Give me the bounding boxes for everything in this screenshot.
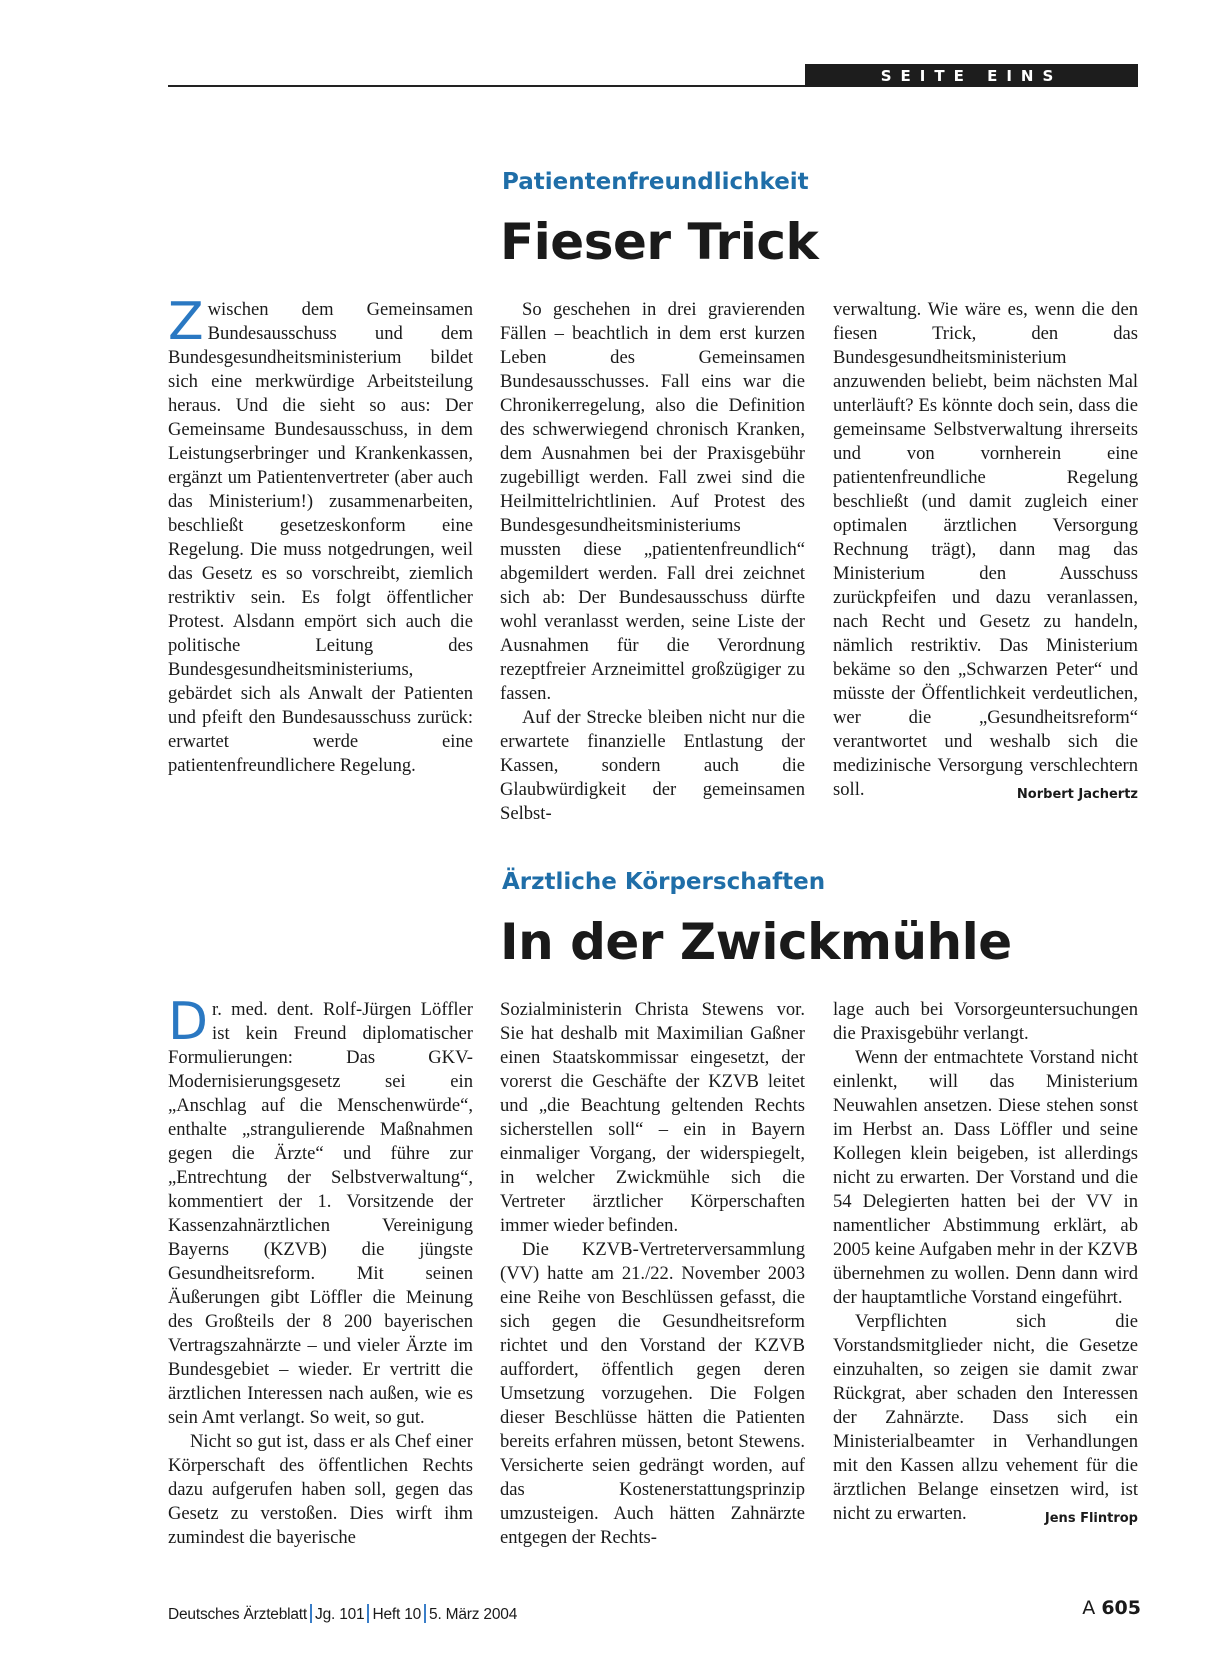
- footer-separator: [424, 1604, 426, 1623]
- article1-kicker: Patientenfreundlichkeit: [502, 169, 809, 195]
- footer-volume: Jg. 101: [315, 1606, 365, 1623]
- article1-column-3: [833, 298, 1138, 807]
- article1-headline: Fieser Trick: [500, 213, 819, 271]
- article2-paragraph: Dr. med. dent. Rolf-Jürgen Löffler ist kein Freund diplomatischer Formulierungen: Das GKV-Modernisierungsgesetz sei ein „Anschlag auf die Menschenwürde“, enthalte „strangulierende Maßnahmen gegen die Ärzte“ und führe zur „Entrechtung der Selbstverwaltung“, kommentiert der 1. Vorsitzende der Kassenzahnärztlichen Vereinigung Bayerns (KZVB) die jüngste Gesundheitsreform. Mit seinen Äußerungen gibt Löffler die Meinung des Großteils der 8 200 bayerischen Vertragszahnärzte – und vieler Ärzte im Bundesgebiet – wieder. Er vertritt die ärztlichen Interessen nach außen, wie es sein Amt verlangt. So weit, so gut.: [168, 992, 473, 1428]
- article1-column-1: [168, 292, 473, 778]
- article1-dropcap: Z: [168, 292, 204, 352]
- article2-paragraph: Wenn der entmachtete Vorstand nicht einlenkt, will das Ministerium Neuwahlen ansetzen. Diese stehen sonst im Herbst an. Dass Löffler und seine Kollegen klein beigeben, ist allerdings nicht zu erwarten. Der Vorstand und die 54 Delegierten hatten bei der VV in namentlicher Abstimmung erklärt, ab 2005 keine Aufgaben mehr in der KZVB übernehmen zu wollen. Denn dann wird der hauptamtliche Vorstand eingeführt.: [833, 1047, 1138, 1308]
- footer-journal: Deutsches Ärzteblatt: [168, 1606, 308, 1623]
- footer-date: 5. März 2004: [429, 1606, 518, 1623]
- page-prefix: A: [1082, 1597, 1096, 1619]
- article2-paragraph: Die KZVB-Vertreterversammlung (VV) hatte am 21./22. November 2003 eine Reihe von Beschlüssen gefasst, die sich gegen die Gesundheitsreform richtet und den Vorstand der KZVB auffordert, öffentlich gegen deren Umsetzung vorzugehen. Die Folgen dieser Beschlüsse hätten die Patienten bereits erfahren müssen, betont Stewens. Versicherte seien gedrängt worden, auf das Kostenerstattungsprinzip umzusteigen. Auch hätten Zahnärzte entgegen der Rechts-: [500, 1239, 805, 1548]
- article2-column-2: [500, 998, 805, 1550]
- footer-issue: Heft 10: [372, 1606, 422, 1623]
- article2-dropcap: D: [168, 992, 209, 1052]
- article2-paragraph: lage auch bei Vorsorgeuntersuchungen die Praxisgebühr verlangt.: [833, 999, 1138, 1044]
- article1-paragraph: Zwischen dem Gemeinsamen Bundesausschuss und dem Bundesgesundheitsministerium bildet sich eine merkwürdige Arbeitsteilung heraus. Und die sieht so aus: Der Gemeinsame Bundesausschuss, in dem Leistungserbringer und Krankenkassen, ergänzt um Patientenvertreter (aber auch das Ministerium!) zusammenarbeiten, beschließt gesetzeskonform eine Regelung. Die muss notgedrungen, weil das Gesetz es so vorschreibt, ziemlich restriktiv sein. Es folgt öffentlicher Protest. Alsdann empört sich auch die politische Leitung des Bundesgesundheitsministeriums, gebärdet sich als Anwalt der Patienten und pfeift den Bundesausschuss zurück: erwartet werde eine patientenfreundlichere Regelung.: [168, 292, 473, 776]
- article2-column-3: [833, 998, 1138, 1531]
- page-number-value: 605: [1101, 1597, 1141, 1619]
- page-number: [1082, 1597, 1141, 1619]
- footer-citation: [168, 1604, 517, 1624]
- article2-headline: In der Zwickmühle: [500, 913, 1012, 971]
- article1-author: Norbert Jachertz: [1016, 787, 1138, 802]
- article2-paragraph: Nicht so gut ist, dass er als Chef einer Körperschaft des öffentlichen Rechts dazu aufgerufen haben soll, gegen das Gesetz zu verstoßen. Dies wirft ihm zumindest die bayerische: [168, 1431, 473, 1548]
- footer-separator: [367, 1604, 369, 1623]
- article2-author: Jens Flintrop: [1044, 1511, 1138, 1526]
- article1-paragraph: So geschehen in drei gravierenden Fällen – beachtlich in dem erst kurzen Leben des Gemeinsamen Bundesausschusses. Fall eins war die Chronikerregelung, also die Definition des schwerwiegend chronisch Kranken, dem Ausnahmen bei der Praxisgebühr zugebilligt werden. Fall zwei sind die Heilmittelrichtlinien. Auf Protest des Bundesgesundheitsministeriums mussten diese „patientenfreundlich“ abgemildert werden. Fall drei zeichnet sich ab: Der Bundesausschuss dürfte wohl veranlasst werden, seine Liste der Ausnahmen für die Verordnung rezeptfreier Arzneimittel großzügiger zu fassen.: [500, 299, 805, 704]
- article2-paragraph: Verpflichten sich die Vorstandsmitglieder nicht, die Gesetze einzuhalten, so zeigen sie damit zwar Rückgrat, aber schaden den Interessen der Zahnärzte. Dass sich ein Ministerialbeamter in Verhandlungen mit den Kassen allzu vehement für die ärztlichen Belange einsetzen wird, ist nicht zu erwarten. Jens Flintrop: [833, 1310, 1138, 1526]
- article2-kicker: Ärztliche Körperschaften: [502, 869, 826, 895]
- article1-paragraph: Auf der Strecke bleiben nicht nur die erwartete finanzielle Entlastung der Kassen, sondern auch die Glaubwürdigkeit der gemeinsamen Selbst-: [500, 707, 805, 824]
- section-label: SEITE EINS: [805, 64, 1138, 87]
- article1-column-2: [500, 298, 805, 826]
- article1-paragraph: verwaltung. Wie wäre es, wenn die den fiesen Trick, den das Bundesgesundheitsministerium anzuwenden beliebt, beim nächsten Mal unterläuft? Es könnte doch sein, dass die gemeinsame Selbstverwaltung ihrerseits und von vornherein eine patientenfreundliche Regelung beschließt (und damit zugleich einer optimalen ärztlichen Versorgung Rechnung trägt), dann mag das Ministerium den Ausschuss zurückpfeifen und dazu veranlassen, nach Recht und Gesetz zu handeln, nämlich restriktiv. Das Ministerium bekäme so den „Schwarzen Peter“ und müsste der Öffentlichkeit verdeutlichen, wer die „Gesundheitsreform“ verantwortet und weshalb sich die medizinische Versorgung verschlechtern soll. Norbert Jachertz: [833, 298, 1138, 802]
- footer-separator: [310, 1604, 312, 1623]
- article2-paragraph: Sozialministerin Christa Stewens vor. Sie hat deshalb mit Maximilian Gaßner einen Staatskommissar eingesetzt, der vorerst die Geschäfte der KZVB leitet und „die Beachtung geltenden Rechts sicherstellen soll“ – ein in Bayern einmaliger Vorgang, der widerspiegelt, in welcher Zwickmühle sich die Vertreter ärztlicher Körperschaften immer wieder befinden.: [500, 999, 805, 1236]
- article2-column-1: [168, 992, 473, 1550]
